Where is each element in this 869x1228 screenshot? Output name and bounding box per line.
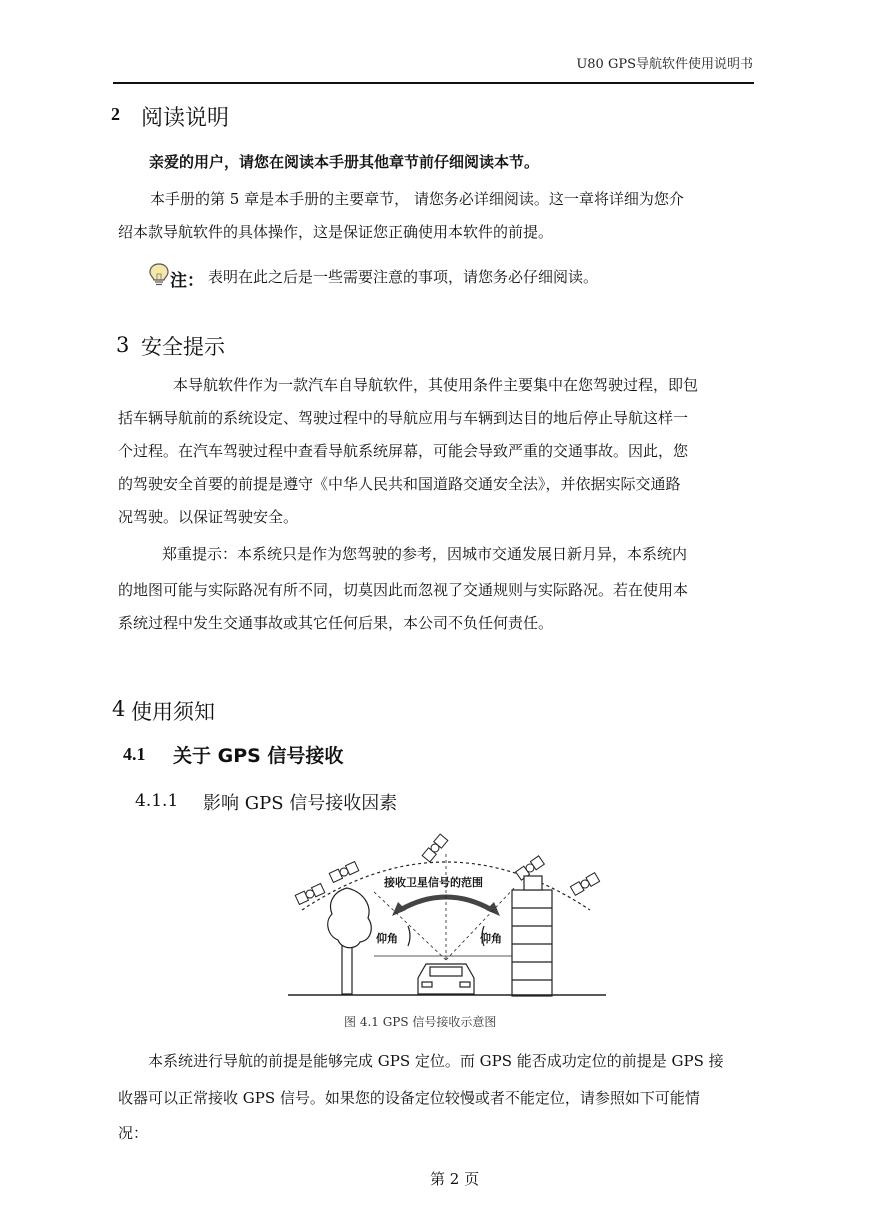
building-icon <box>512 876 552 996</box>
gps-figure <box>280 832 612 1000</box>
section-3-para1-line1: 本导航软件作为一款汽车自导航软件，其使用条件主要集中在您驾驶过程，即包 <box>173 376 699 394</box>
section-3-para2-line2: 的地图可能与实际路况有所不同，切莫因此而忽视了交通规则与实际路况。若在使用本 <box>118 581 689 599</box>
section-2-para-line2: 绍本款导航软件的具体操作，这是保证您正确使用本软件的前提。 <box>118 223 554 241</box>
section-4-para-line1: 本系统进行导航的前提是能够完成 GPS 定位。而 GPS 能否成功定位的前提是 GPS 接 <box>148 1052 724 1070</box>
section-3-para1-line2: 括车辆导航前的系统设定、驾驶过程中的导航应用与车辆到达目的地后停止导航这样一 <box>118 409 689 427</box>
section-2-number: 2 <box>111 104 120 124</box>
section-3-para1-line3: 个过程。在汽车驾驶过程中查看导航系统屏幕，可能会导致严重的交通事故。因此，您 <box>118 442 689 460</box>
elevation-angle-left: 仰角 <box>376 932 398 945</box>
range-label: 接收卫星信号的范围 <box>384 876 483 889</box>
section-2-intro: 亲爱的用户，请您在阅读本手册其他章节前仔细阅读本节。 <box>149 153 540 171</box>
subsubsection-4-1-1-number: 4.1.1 <box>135 791 179 811</box>
tree-icon <box>328 888 372 994</box>
header-rule <box>113 82 754 84</box>
section-3-para1-line5: 况驾驶。以保证驾驶安全。 <box>118 508 299 526</box>
section-3-para1-line4: 的驾驶安全首要的前提是遵守《中华人民共和国道路交通安全法》，并依据实际交通路 <box>118 475 681 493</box>
section-2-para-line1: 本手册的第 5 章是本手册的主要章节， 请您务必详细阅读。这一章将详细为您介 <box>150 190 684 208</box>
section-3-number: 3 <box>116 333 130 357</box>
section-4-number: 4 <box>112 697 126 721</box>
figure-caption: 图 4.1 GPS 信号接收示意图 <box>344 1015 497 1029</box>
section-3-title: 安全提示 <box>141 335 225 359</box>
car-icon <box>418 964 474 994</box>
subsection-4-1-number: 4.1 <box>123 744 146 764</box>
note-label: 注： <box>170 271 204 291</box>
section-3-para2-line3: 系统过程中发生交通事故或其它任何后果，本公司不负任何责任。 <box>118 614 554 632</box>
running-header: U80 GPS导航软件使用说明书 <box>576 57 753 72</box>
section-2-title: 阅读说明 <box>141 106 230 131</box>
note-text: 表明在此之后是一些需要注意的事项，请您务必仔细阅读。 <box>208 268 599 286</box>
section-3-para2-line1: 郑重提示：本系统只是作为您驾驶的参考，因城市交通发展日新月异，本系统内 <box>162 545 688 563</box>
subsection-4-1-title: 关于 GPS 信号接收 <box>173 745 344 767</box>
section-4-para-line3: 况： <box>118 1124 149 1142</box>
section-4-title: 使用须知 <box>131 700 215 724</box>
subsubsection-4-1-1-title: 影响 GPS 信号接收因素 <box>203 793 398 814</box>
elevation-angle-right: 仰角 <box>480 932 502 945</box>
section-4-para-line2: 收器可以正常接收 GPS 信号。如果您的设备定位较慢或者不能定位，请参照如下可能情 <box>118 1089 700 1107</box>
page-number: 第 2 页 <box>430 1170 480 1188</box>
lightbulb-icon <box>148 262 170 288</box>
